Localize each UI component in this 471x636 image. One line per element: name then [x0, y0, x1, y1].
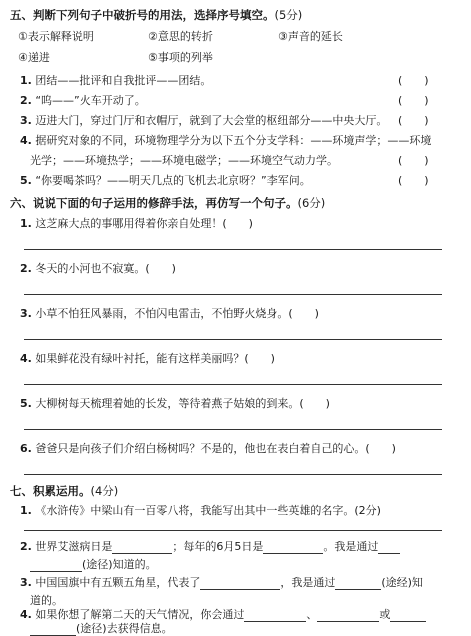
s7-q2-blank-2[interactable] [263, 541, 323, 554]
s7-q2-blank-3[interactable] [378, 541, 400, 554]
s6-answer-line-1[interactable] [24, 249, 442, 250]
s7-q4-blank-4[interactable] [30, 623, 76, 636]
s7-q1: 1. 《水浒传》中梁山有一百零八将，我能写出其中一些英雄的名字。(2分) [20, 504, 381, 517]
s6-item-3: 3. 小草不怕狂风暴雨，不怕闪电雷击，不怕野火烧身。( ) [20, 307, 319, 320]
option-3: ③声音的延长 [278, 30, 343, 43]
s5-answer-3[interactable]: ( ) [398, 114, 429, 127]
section7-title [10, 484, 118, 498]
s7-q3-cont: 道的。 [30, 594, 63, 607]
option-2: ②意思的转折 [148, 30, 213, 43]
s5-item-3: 3. 迈进大门，穿过门厅和衣帽厅，就到了大会堂的枢纽部分——中央大厅。 [20, 114, 388, 127]
section6-points: (6分) [297, 196, 326, 210]
section5-points: (5分) [274, 8, 303, 22]
s7-q4-blank-3[interactable] [390, 609, 426, 622]
s7-q2-blank-4[interactable] [30, 559, 82, 572]
s5-item-5: 5. “你要喝茶吗？——明天几点的飞机去北京呀？”李军问。 [20, 174, 311, 187]
s6-item-1: 1. 这芝麻大点的事哪用得着你亲自处理！( ) [20, 217, 253, 230]
s7-q4-blank-1[interactable] [244, 609, 306, 622]
s5-answer-5[interactable]: ( ) [398, 174, 429, 187]
option-1: ①表示解释说明 [18, 30, 94, 43]
s5-item-4-cont: 光学；——环境热学；——环境电磁学；——环境空气动力学。 [30, 154, 338, 167]
s7-q2: 2. 世界艾滋病日是 ；每年的6月5日是 。我是通过 [20, 540, 400, 554]
s5-answer-4[interactable]: ( ) [398, 154, 429, 167]
s6-answer-line-6[interactable] [24, 474, 442, 475]
s5-answer-1[interactable]: ( ) [398, 74, 429, 87]
s6-answer-line-3[interactable] [24, 339, 442, 340]
section6-title-text: 六、说说下面的句子运用的修辞手法，再仿写一个句子。 [10, 196, 298, 210]
s7-q4-cont: (途径)去获得信息。 [30, 622, 173, 636]
s6-answer-line-5[interactable] [24, 429, 442, 430]
s5-item-4: 4. 据研究对象的不同，环境物理学分为以下五个分支学科：——环境声学；——环境 [20, 134, 432, 147]
s6-answer-line-4[interactable] [24, 384, 442, 385]
section7-title-text: 七、积累运用。 [10, 484, 91, 498]
s5-item-1: 1. 团结——批评和自我批评——团结。 [20, 74, 212, 87]
s6-item-4: 4. 如果鲜花没有绿叶衬托，能有这样美丽吗？( ) [20, 352, 275, 365]
s6-item-5: 5. 大柳树每天梳理着她的长发，等待着燕子姑娘的到来。( ) [20, 397, 330, 410]
s7-q3-blank-1[interactable] [200, 577, 280, 590]
section5-title-text: 五、判断下列句子中破折号的用法，选择序号填空。 [10, 8, 275, 22]
option-4: ④递进 [18, 51, 50, 64]
option-5: ⑤事项的列举 [148, 51, 213, 64]
s7-q2-blank-1[interactable] [112, 541, 172, 554]
s6-answer-line-2[interactable] [24, 294, 442, 295]
s7-q2-cont: (途径)知道的。 [30, 558, 157, 572]
section7-points: (4分) [90, 484, 119, 498]
s7-q4-blank-2[interactable] [317, 609, 379, 622]
s7-q4: 4. 如果你想了解第二天的天气情况，你会通过 、 或 [20, 608, 426, 622]
s6-item-6: 6. 爸爸只是向孩子们介绍白杨树吗？不是的，他也在表白着自己的心。( ) [20, 442, 396, 455]
s7-q3: 3. 中国国旗中有五颗五角星，代表了 ，我是通过 (途经)知 [20, 576, 423, 589]
section6-title [10, 196, 325, 210]
s7-q1-answer-line[interactable] [24, 530, 442, 531]
section5-title [10, 8, 302, 22]
s5-item-2: 2. “呜——”火车开动了。 [20, 94, 146, 107]
s6-item-2: 2. 冬天的小河也不寂寞。( ) [20, 262, 176, 275]
s7-q3-blank-2[interactable] [335, 577, 381, 590]
s5-answer-2[interactable]: ( ) [398, 94, 429, 107]
